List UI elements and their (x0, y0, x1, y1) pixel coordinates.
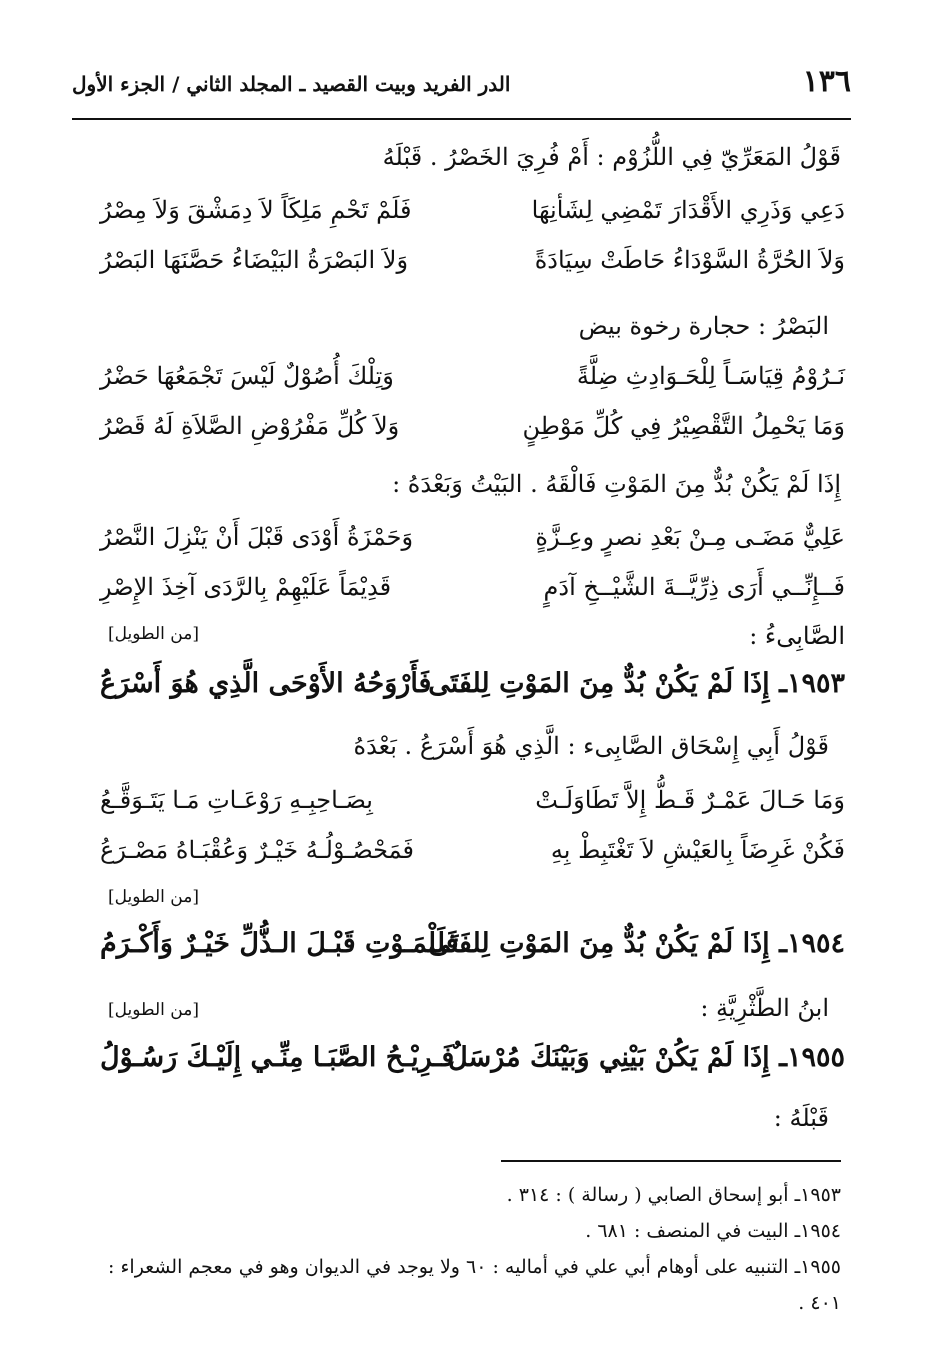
hemistich-second: فَـرِيْـحُ الصَّبَـا مِنِّـي إِلَيْـكَ رَسُـوْلُ (100, 1042, 455, 1073)
meter-label: [من الطويل] (108, 1000, 199, 1020)
verse-line (100, 573, 845, 617)
intro-line: قَوْلُ المَعَرِّيّ فِي اللُّزُوْم : أَمْ فُرِيَ الخَصْرُ . قَبْلَهُ (382, 143, 841, 171)
numbered-verse-1954 (100, 928, 845, 976)
hemistich-first: دَعِي وَذَرِي الأَقْدَارَ تَمْضِي لِشَأنِهَا (531, 196, 845, 224)
running-title: الدر الفريد وبيت القصيد ـ المجلد الثاني / الجزء الأول (72, 72, 511, 96)
verse-line (100, 523, 845, 567)
prose-line: إِذَا لَمْ يَكُنْ بُدٌّ مِنَ المَوْتِ فَالْقَهُ . البَيْتُ وَبَعْدَهُ : (392, 470, 841, 498)
poet-name: الصَّابِىءُ : (749, 622, 845, 650)
verse-line (100, 836, 845, 880)
hemistich-first: وَمَا يَحْمِلُ التَّقْصِيْرُ فِي كُلِّ مَوْطِنٍ (522, 412, 845, 440)
hemistich-second: وَلاَ كُلِّ مَفْرُوْضِ الصَّلاَةِ لَهُ قَصْرُ (100, 412, 400, 440)
hemistich-first: ١٩٥٣ـ إِذَا لَمْ يَكُنْ بُدٌّ مِنَ المَوْتِ لِلفَتَى (428, 668, 845, 699)
gloss-line: البَصْرُ : حجارة رخوة بيض (578, 312, 829, 340)
hemistich-first: وَلاَ الحُرَّةُ السَّوْدَاءُ حَاطَتْ سِيَادَةً (534, 246, 845, 274)
footnote: ١٩٥٣ـ أبو إسحاق الصابي ( رسالة ) : ٣١٤ . (506, 1184, 841, 1206)
before-label: قَبْلَهُ : (773, 1104, 829, 1132)
hemistich-first: فَــإِنِّــي أَرَى ذِرِّيَّــةَ الشَّيْــخِ آدَمٍ (543, 573, 845, 601)
hemistich-first: عَلِيٌّ مَضَـى مِـنْ بَعْدِ نصرٍ وعِـزَّةٍ (535, 523, 845, 551)
verse-line (100, 412, 845, 456)
prose-line: قَوْلُ أَبِي إِسْحَاق الصَّابِىء : الَّذِي هُوَ أَسْرَعُ . بَعْدَهُ (353, 732, 829, 760)
footnote-continuation: ٤٠١ . (798, 1292, 841, 1314)
hemistich-first: فَكُنْ غَرِضَاً بِالعَيْشِ لاَ تَغْتَبِطْ بِهِ (550, 836, 845, 864)
poet-name: ابنُ الطَّثْرِيَّةِ : (700, 994, 829, 1022)
numbered-verse-1953 (100, 668, 845, 716)
hemistich-second: فَلَمْ تَحْمِ مَلِكَاً لاَ دِمَشْقَ وَلاَ مِصْرُ (100, 196, 412, 224)
page-header (72, 58, 851, 118)
page-number: ١٣٦ (802, 64, 851, 99)
hemistich-second: فَمَحْصُـوْلُـهُ خَيْـرٌ وَعُقْبَـاهُ مَصْـرَعُ (100, 836, 415, 864)
hemistich-first: ١٩٥٥ـ إِذَا لَمْ يَكُنْ بَيْنِي وَبَيْنَكَ مُرْسَلٌ (448, 1042, 845, 1073)
hemistich-second: فَلَلْمَـوْتِ قَبْـلَ الـذُّلِّ خَيْـرٌ وَأَكْـرَمُ (100, 928, 459, 959)
meter-label: [من الطويل] (108, 887, 199, 907)
numbered-verse-1955 (100, 1042, 845, 1090)
hemistich-second: وَحَمْزَةُ أَوْدَى قَبْلَ أَنْ يَنْزِلَ النَّصْرُ (100, 523, 414, 551)
meter-label: [من الطويل] (108, 624, 199, 644)
header-rule (72, 118, 851, 120)
footnote: ١٩٥٤ـ البيت في المنصف : ٦٨١ . (585, 1220, 841, 1242)
verse-line (100, 786, 845, 830)
hemistich-first: نَـرُوْمُ قِيَاسَـاً لِلْحَـوَادِثِ ضِلَّةً (576, 362, 845, 390)
hemistich-second: وَلاَ البَصْرَةُ البَيْضَاءُ حَصَّنَهَا البَصْرُ (100, 246, 409, 274)
hemistich-second: بِصَـاحِبِـهِ رَوْعَـاتِ مَـا يَتَـوَقَّـعُ (100, 786, 373, 814)
hemistich-second: قَدِيْمَاً عَلَيْهِمْ بِالرَّدَى آخِذَ الإِصْرِ (100, 573, 392, 601)
hemistich-second: وَتِلْكَ أُصُوْلٌ لَيْسَ تَجْمَعُهَا حَضْرُ (100, 362, 394, 390)
hemistich-second: فَأَرْوَحُهُ الأَوْحَى الَّذِي هُوَ أَسْرَعُ (100, 668, 432, 699)
verse-line (100, 196, 845, 240)
footnote-rule (501, 1160, 841, 1162)
verse-line (100, 246, 845, 290)
verse-line (100, 362, 845, 406)
hemistich-first: وَمَا حَـالَ عَمْـرٌ قَـطُّ إِلاَّ تَطَاوَلَـتْ (535, 786, 845, 814)
footnote: ١٩٥٥ـ التنبيه على أوهام أبي علي في أماليه : ٦٠ ولا يوجد في الديوان وهو في معجم الشعراء : (108, 1256, 841, 1278)
hemistich-first: ١٩٥٤ـ إِذَا لَمْ يَكُنْ بُدٌّ مِنَ المَوْتِ لِلفَتَى (428, 928, 845, 959)
